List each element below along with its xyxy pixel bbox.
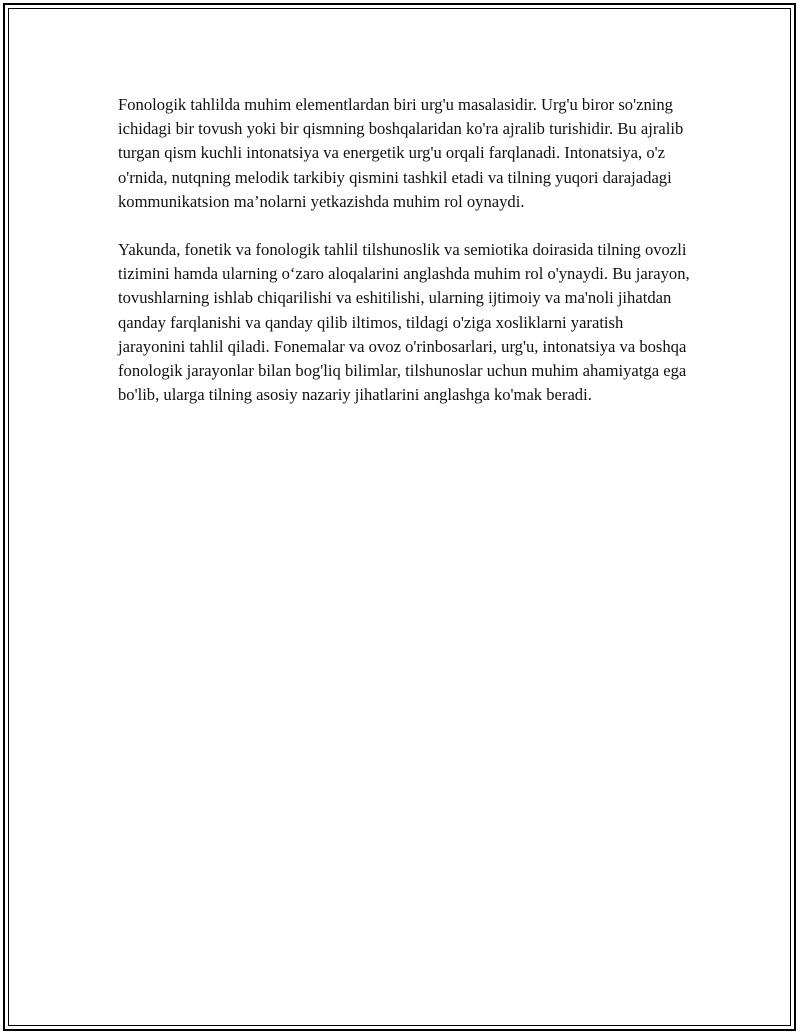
paragraph-yakunda: Yakunda, fonetik va fonologik tahlil tilshunoslik va semiotika doirasida tilning ovozli tizimini hamda ularning o‘zaro aloqalarini anglashda muhim rol o'ynaydi. Bu jarayon, tovushlarning ishlab chiqarilishi va eshitilishi, ularning ijtimoiy va ma'noli jihatdan qanday farqlanishi va qanday qilib iltimos, tildagi o'ziga xosliklarni yaratish jarayonini tahlil qiladi. Fonemalar va ovoz o'rinbosarlari, urg'u, intonatsiya va boshqa fonologik jarayonlar bilan bog'liq bilimlar, tilshunoslar uchun muhim ahamiyatga ega bo'lib, ularga tilning asosiy nazariy jihatlarini anglashga ko'mak beradi.	[118, 240, 690, 405]
paragraph-urgu: Fonologik tahlilda muhim elementlardan biri urg'u masalasidir. Urg'u biror so'zning ichidagi bir tovush yoki bir qismning boshqalaridan ko'ra ajralib turishidir. Bu ajralib turgan qism kuchli intonatsiya va energetik urg'u orqali farqlanadi. Intonatsiya, o'z o'rnida, nutqning melodik tarkibiy qismini tashkil etadi va tilning yuqori darajadagi kommunikatsion ma’nolarni yetkazishda muhim rol oynaydi.	[118, 95, 684, 211]
document-body	[118, 93, 690, 431]
